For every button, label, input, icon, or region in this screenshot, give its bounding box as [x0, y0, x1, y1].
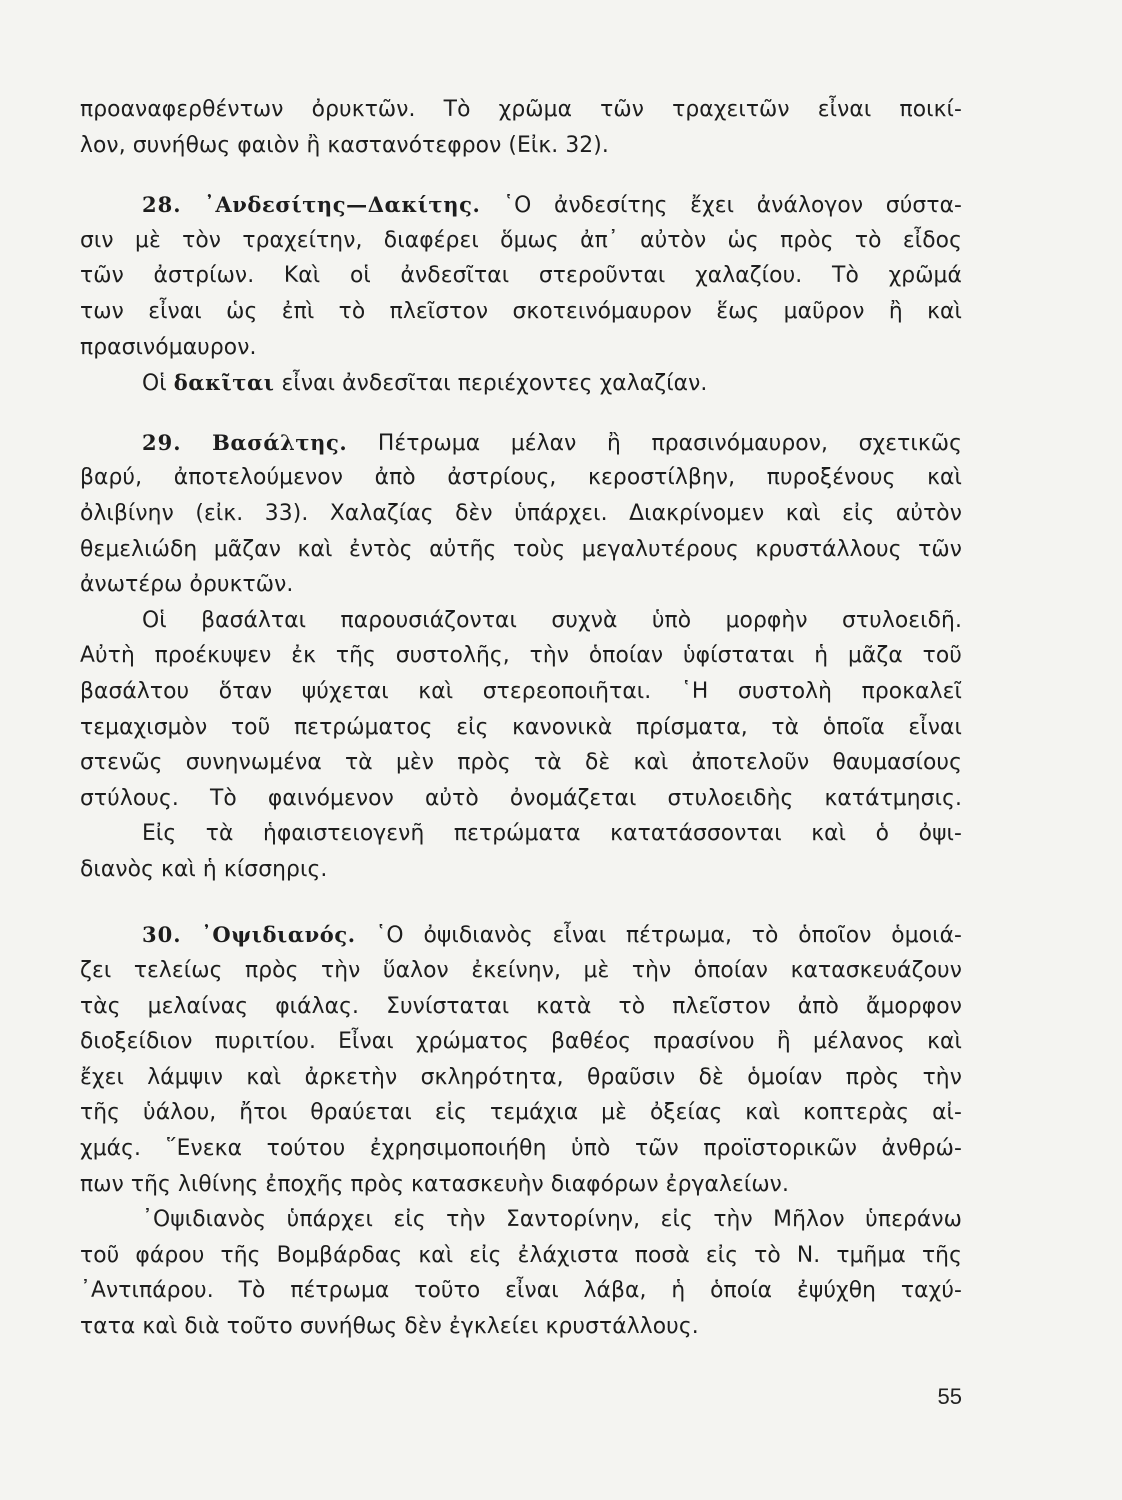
text-line: πων τῆς λιθίνης ἐποχῆς πρὸς κατασκευὴν διαφόρων ἐργαλείων. [80, 1171, 789, 1197]
section-term: ᾿Οψιδιανός. [201, 922, 356, 948]
text-span: ῾Ο ἀνδεσίτης ἔχει ἀνάλογον σύστα- [503, 193, 962, 219]
bold-term: δακῖται [173, 370, 275, 396]
text-line: ᾿Οψιδιανὸς ὑπάρχει εἰς τὴν Σαντορίνην, εἰς τὴν Μῆλον ὑπεράνω [142, 1207, 962, 1233]
section-29-heading-line [80, 425, 962, 461]
text-line: στύλους. Τὸ φαινόμενον αὐτὸ ὀνομάζεται στυλοειδὴς κατάτμησις. [80, 785, 962, 811]
text-line: Εἰς τὰ ἡφαιστειογενῆ πετρώματα κατατάσσονται καὶ ὁ ὀψι- [142, 821, 962, 847]
text-line: τῆς ὑάλου, ἤτοι θραύεται εἰς τεμάχια μὲ ὀξείας καὶ κοπτερὰς αἰ- [80, 1100, 962, 1126]
text-line: διοξείδιον πυριτίου. Εἶναι χρώματος βαθέος πρασίνου ἢ μέλανος καὶ [80, 1029, 962, 1055]
text-line: χμάς. ῞Ενεκα τούτου ἐχρησιμοποιήθη ὑπὸ τῶν προϊστορικῶν ἀνθρώ- [80, 1136, 962, 1162]
text-line: τεμαχισμὸν τοῦ πετρώματος εἰς κανονικὰ πρίσματα, τὰ ὁποῖα εἶναι [80, 714, 962, 740]
text-line: ἀνωτέρω ὀρυκτῶν. [80, 572, 294, 598]
text-span: ῾Ο ὀψιδιανὸς εἶναι πέτρωμα, τὸ ὁποῖον ὁμοιά- [375, 923, 963, 949]
page-number: 55 [937, 1384, 962, 1409]
section-number: 29. [142, 429, 182, 455]
text-line: τατα καὶ διὰ τοῦτο συνήθως δὲν ἐγκλείει κρυστάλλους. [80, 1314, 699, 1339]
text-line: διανὸς καὶ ἡ κίσσηρις. [80, 856, 328, 882]
text-line: τὰς μελαίνας φιάλας. Συνίσταται κατὰ τὸ πλεῖστον ἀπὸ ἄμορφον [80, 993, 962, 1019]
text-line: των εἶναι ὡς ἐπὶ τὸ πλεῖστον σκοτεινόμαυρον ἕως μαῦρον ἢ καὶ [80, 298, 962, 324]
text-line: ὀλιβίνην (εἰκ. 33). Χαλαζίας δὲν ὑπάρχει. Διακρίνομεν καὶ εἰς αὐτὸν [80, 500, 962, 526]
paragraph-gap [80, 401, 962, 425]
section-30-heading-line [80, 917, 962, 953]
text-line: Αὐτὴ προέκυψεν ἐκ τῆς συστολῆς, τὴν ὁποίαν ὑφίσταται ἡ μᾶζα τοῦ [80, 643, 962, 669]
text-line: βαρύ, ἀποτελούμενον ἀπὸ ἀστρίους, κεροστίλβην, πυροξένους καὶ [80, 465, 962, 491]
section-number: 30. [142, 922, 182, 948]
text-span: Οἱ [142, 371, 167, 397]
text-line: τοῦ φάρου τῆς Βομβάρδας καὶ εἰς ἐλάχιστα ποσὰ εἰς τὸ Ν. τμῆμα τῆς [80, 1242, 962, 1268]
text-line: θεμελιώδη μᾶζαν καὶ ἐντὸς αὐτῆς τοὺς μεγαλυτέρους κρυστάλλους τῶν [80, 536, 962, 562]
text-line: Οἱ βασάλται παρουσιάζονται συχνὰ ὑπὸ μορφὴν στυλοειδῆ. [142, 607, 962, 633]
paragraph-gap [80, 887, 962, 917]
text-line: πρασινόμαυρον. [80, 334, 257, 360]
text-line: βασάλτου ὅταν ψύχεται καὶ στερεοποιῆται. ῾Η συστολὴ προκαλεῖ [80, 678, 962, 704]
text-line: ᾿Αντιπάρου. Τὸ πέτρωμα τοῦτο εἶναι λάβα, ἡ ὁποία ἐψύχθη ταχύ- [80, 1278, 962, 1304]
text-line: ἔχει λάμψιν καὶ ἀρκετὴν σκληρότητα, θραῦσιν δὲ ὁμοίαν πρὸς τὴν [80, 1064, 962, 1090]
text-line [80, 365, 962, 401]
paragraph-gap [80, 163, 962, 187]
section-28-heading-line [80, 187, 962, 223]
text-line: λον, συνήθως φαιὸν ἢ καστανότεφρον (Εἰκ. 32). [80, 132, 609, 158]
text-line: προαναφερθέντων ὀρυκτῶν. Τὸ χρῶμα τῶν τραχειτῶν εἶναι ποικί- [80, 97, 962, 122]
body-text [80, 92, 962, 1345]
text-line: ζει τελείως πρὸς τὴν ὕαλον ἐκείνην, μὲ τὴν ὁποίαν κατασκευάζουν [80, 958, 962, 984]
section-term: Βασάλτης. [212, 429, 348, 455]
section-term: ᾿Ανδεσίτης—Δακίτης. [204, 192, 481, 218]
text-span: εἶναι ἀνδεσῖται περιέχοντες χαλαζίαν. [281, 371, 708, 397]
text-span: Πέτρωμα μέλαν ἢ πρασινόμαυρον, σχετικῶς [377, 430, 963, 456]
text-line: σιν μὲ τὸν τραχείτην, διαφέρει ὅμως ἀπ᾿ αὐτὸν ὡς πρὸς τὸ εἶδος [80, 227, 962, 253]
text-line: τῶν ἀστρίων. Καὶ οἱ ἀνδεσῖται στεροῦνται χαλαζίου. Τὸ χρῶμά [80, 263, 962, 289]
text-line: στενῶς συνηνωμένα τὰ μὲν πρὸς τὰ δὲ καὶ ἀποτελοῦν θαυμασίους [80, 750, 962, 776]
section-number: 28. [142, 192, 182, 218]
